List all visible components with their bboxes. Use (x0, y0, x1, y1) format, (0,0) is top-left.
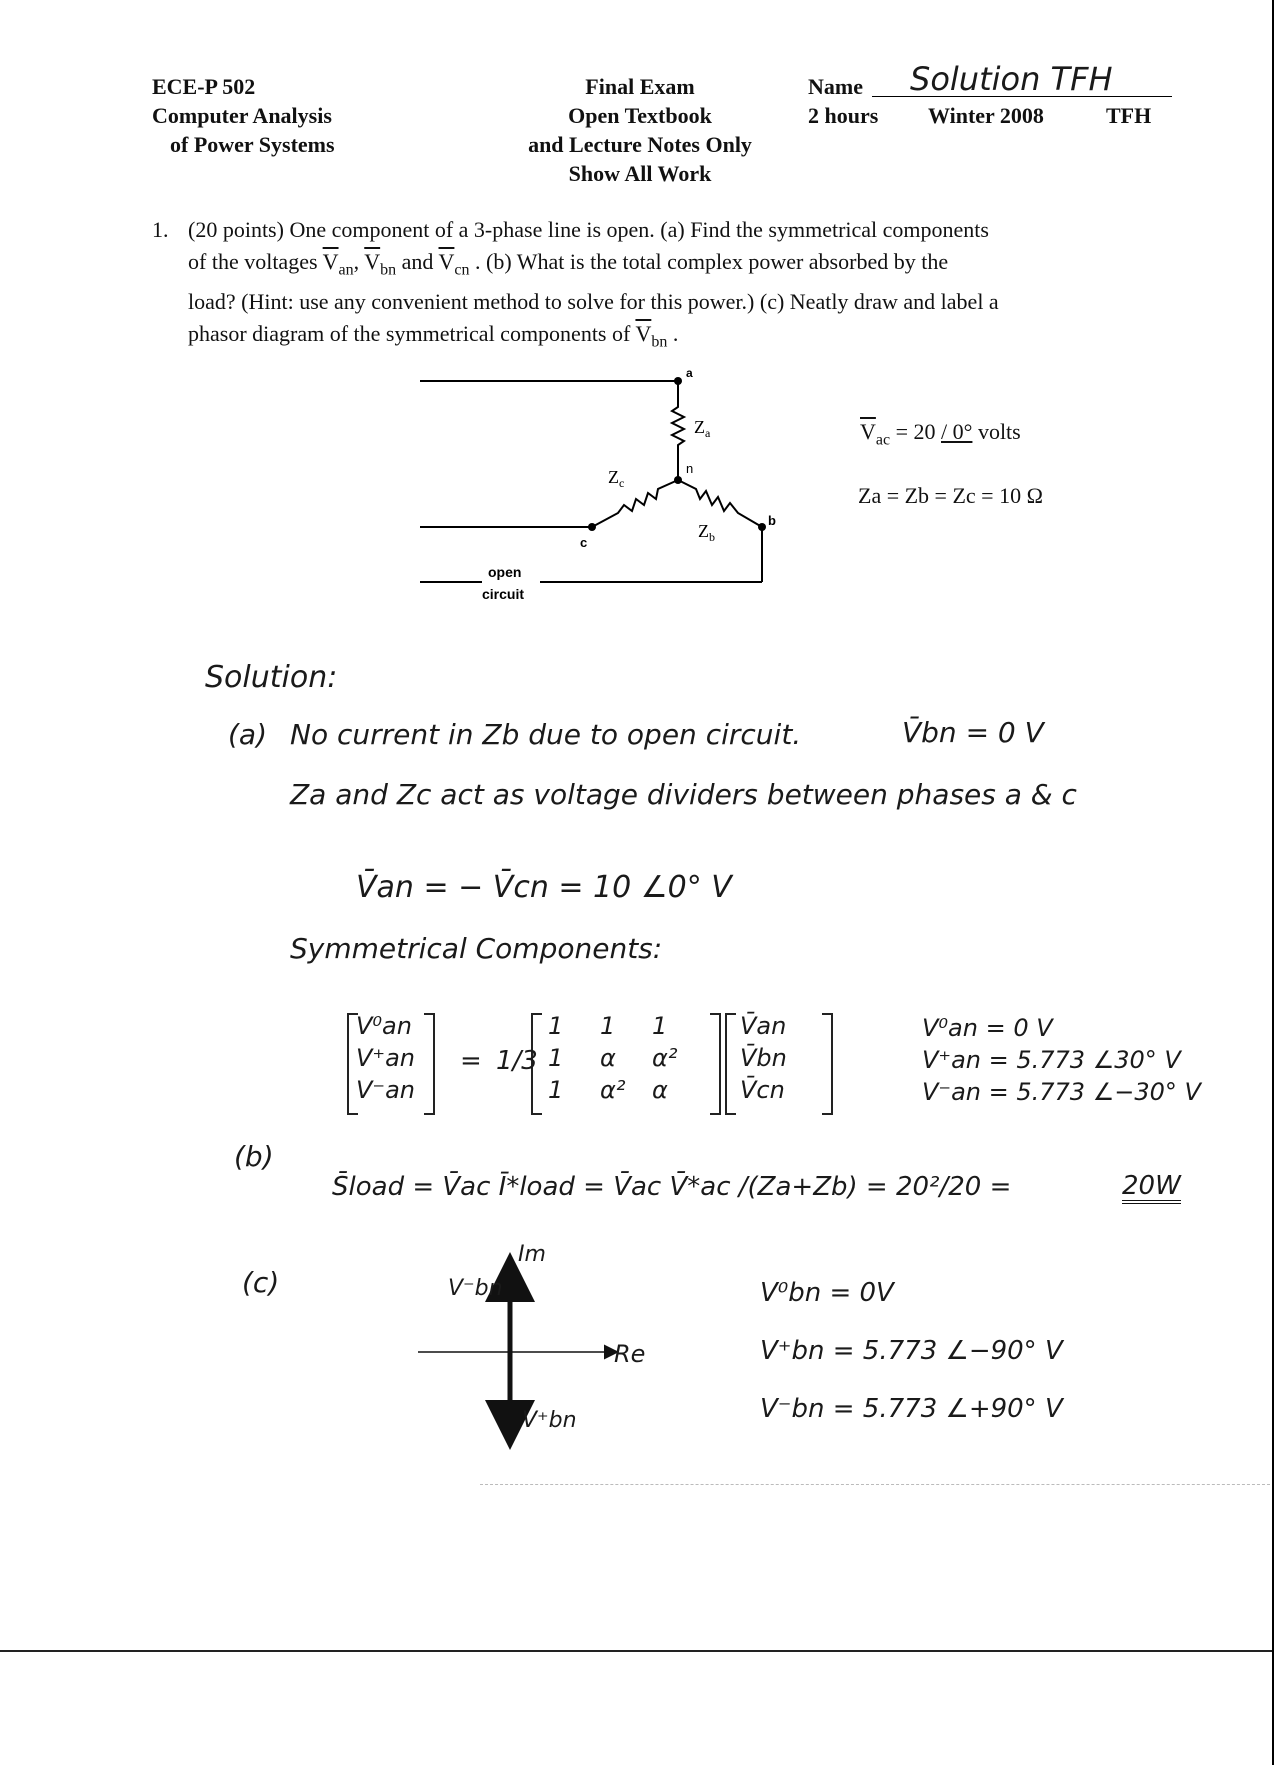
problem-line-1: (20 points) One component of a 3-phase line is open. (a) Find the symmetrical components (188, 217, 989, 242)
van-results (922, 1012, 1201, 1108)
problem-statement (188, 214, 1148, 359)
result-van2: V⁻an = 5.773 ∠−30° V (922, 1078, 1201, 1106)
part-a-label: (a) (228, 718, 268, 751)
name-value: Solution TFH (910, 60, 1113, 98)
lhs-vector (356, 1010, 432, 1106)
rhs-1: V̄bn (740, 1044, 787, 1072)
lhs-2: V⁻an (356, 1076, 416, 1104)
duration: 2 hours (808, 103, 879, 128)
exam-title: Final Exam (585, 74, 695, 99)
problem-line-4: phasor diagram of the symmetrical components of $\overline{V}_{bn}$ . (188, 321, 679, 351)
matrix-row-1: 1 α α² (548, 1044, 678, 1072)
part-a-van-eq: V̄an = − V̄cn = 10 ∠0° V (356, 870, 732, 905)
part-a-line1: No current in Zb due to open circuit. (290, 718, 802, 751)
exam-rule-3: Show All Work (568, 161, 712, 186)
page-edge-line (1272, 0, 1280, 1765)
rhs-vector (740, 1010, 787, 1106)
part-b-label: (b) (234, 1140, 274, 1173)
problem-line-3: load? (Hint: use any convenient method to solve for this power.) (c) Neatly draw and label a (188, 289, 999, 315)
lhs-0: V⁰an (356, 1012, 412, 1040)
exam-block (500, 72, 780, 188)
resistor-za (672, 381, 684, 480)
course-name-line1: Computer Analysis (152, 103, 332, 128)
circuit-diagram (410, 365, 810, 615)
label-node-c: c (580, 535, 588, 550)
phasor-neg-label: V⁻bn (448, 1276, 503, 1301)
part-a-line2: Za and Zc act as voltage dividers between phases a & c (290, 778, 1077, 811)
label-node-a: a (686, 366, 693, 380)
course-block (152, 72, 335, 159)
resistor-zc (592, 480, 678, 527)
label-zc: $Z_c$ (608, 467, 625, 490)
part-b-result: 20W (1122, 1172, 1181, 1204)
given-impedances: Za = Zb = Zc = 10 Ω (858, 483, 1043, 508)
exam-rule-2: and Lecture Notes Only (528, 132, 752, 157)
resistor-zb (678, 480, 762, 527)
lhs-1: V⁺an (356, 1044, 416, 1072)
part-b-equation: S̄load = V̄ac Ī*load = V̄ac V̄*ac /(Za+Zb) = 20²/20 = (332, 1172, 1012, 1202)
axis-im-label: Im (518, 1242, 546, 1267)
matrix-row-2: 1 α² α (548, 1076, 668, 1104)
bracket-mat-right (710, 1014, 720, 1114)
course-code: ECE-P 502 (152, 74, 256, 99)
result-vbn0: V⁰bn = 0V (760, 1278, 894, 1308)
result-vbn2: V⁻bn = 5.773 ∠+90° V (760, 1394, 1063, 1424)
one-third: 1/3 (496, 1046, 538, 1076)
scan-artifact-line (480, 1484, 1270, 1485)
label-open: open (488, 564, 522, 580)
label-node-n: n (686, 461, 694, 476)
bracket-rhs-right (822, 1014, 832, 1114)
equals-sign: = (460, 1046, 482, 1076)
bracket-rhs-left (726, 1014, 736, 1114)
exam-rule-1: Open Textbook (568, 103, 712, 128)
given-vac: $\overline{V}_{ac} = 20 / 0^\circ$ volts (860, 419, 1021, 449)
part-c-label: (c) (242, 1266, 280, 1299)
vbn-results (760, 1264, 1063, 1438)
problem-line-2: of the voltages $\overline{V}_{an}$, $\overline{V}_{bn}$ and $\overline{V}_{cn}$ . (b) What is the total complex power absorbed by the (188, 249, 949, 279)
part-a-vbn-result: V̄bn = 0 V (902, 716, 1044, 749)
label-za: $Z_a$ (694, 417, 711, 440)
initials: TFH (1106, 103, 1152, 128)
rhs-2: V̄cn (740, 1076, 785, 1104)
result-van0: V⁰an = 0 V (922, 1014, 1053, 1042)
label-node-b: b (768, 513, 776, 528)
problem-number: 1. (152, 217, 169, 242)
sym-components-heading: Symmetrical Components: (290, 932, 663, 965)
course-name-line2: of Power Systems (170, 132, 335, 157)
phasor-pos-label: V⁺bn (522, 1408, 577, 1433)
axis-re-label: Re (614, 1340, 646, 1368)
rhs-0: V̄an (740, 1012, 787, 1040)
label-zb: $Z_b$ (698, 521, 715, 544)
page-bottom-rule (0, 1650, 1272, 1652)
name-label: Name (808, 74, 863, 99)
solution-heading: Solution: (205, 660, 338, 695)
term: Winter 2008 (928, 103, 1044, 128)
label-circuit: circuit (482, 586, 525, 602)
alpha-matrix (548, 1010, 704, 1106)
matrix-row-0: 1 1 1 (548, 1012, 668, 1040)
result-van1: V⁺an = 5.773 ∠30° V (922, 1046, 1181, 1074)
result-vbn1: V⁺bn = 5.773 ∠−90° V (760, 1336, 1063, 1366)
